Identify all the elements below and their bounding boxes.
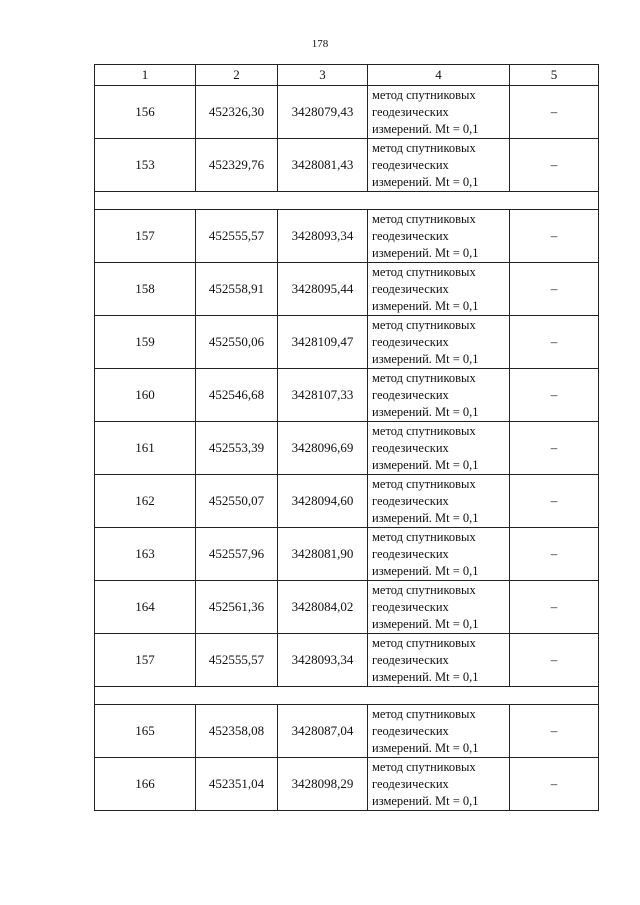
method-cell: метод спутниковых геодезических измерений. Mt = 0,1 — [368, 210, 510, 263]
note-cell: – — [510, 210, 599, 263]
note-cell: – — [510, 758, 599, 811]
x-coordinate-cell: 452557,96 — [196, 528, 278, 581]
note-cell: – — [510, 139, 599, 192]
header-cell-5: 5 — [510, 65, 599, 86]
y-coordinate-cell: 3428107,33 — [278, 369, 368, 422]
page-number: 178 — [311, 38, 329, 50]
table-header-row — [95, 65, 599, 86]
table-row — [95, 316, 599, 369]
x-coordinate-cell: 452546,68 — [196, 369, 278, 422]
table-row — [95, 528, 599, 581]
header-cell-4: 4 — [368, 65, 510, 86]
y-coordinate-cell: 3428081,90 — [278, 528, 368, 581]
x-coordinate-cell: 452555,57 — [196, 634, 278, 687]
header-cell-3: 3 — [278, 65, 368, 86]
table-row — [95, 369, 599, 422]
method-cell: метод спутниковых геодезических измерений. Mt = 0,1 — [368, 369, 510, 422]
y-coordinate-cell: 3428093,34 — [278, 634, 368, 687]
x-coordinate-cell: 452553,39 — [196, 422, 278, 475]
table-row — [95, 86, 599, 139]
x-coordinate-cell: 452550,07 — [196, 475, 278, 528]
method-cell: метод спутниковых геодезических измерений. Mt = 0,1 — [368, 475, 510, 528]
method-cell: метод спутниковых геодезических измерений. Mt = 0,1 — [368, 581, 510, 634]
point-id-cell: 158 — [95, 263, 196, 316]
table-row — [95, 139, 599, 192]
x-coordinate-cell: 452351,04 — [196, 758, 278, 811]
point-id-cell: 164 — [95, 581, 196, 634]
method-cell: метод спутниковых геодезических измерений. Mt = 0,1 — [368, 139, 510, 192]
method-cell: метод спутниковых геодезических измерений. Mt = 0,1 — [368, 634, 510, 687]
y-coordinate-cell: 3428109,47 — [278, 316, 368, 369]
method-cell: метод спутниковых геодезических измерений. Mt = 0,1 — [368, 422, 510, 475]
note-cell: – — [510, 263, 599, 316]
point-id-cell: 161 — [95, 422, 196, 475]
method-cell: метод спутниковых геодезических измерений. Mt = 0,1 — [368, 86, 510, 139]
note-cell: – — [510, 634, 599, 687]
section-separator-row — [95, 192, 599, 210]
point-id-cell: 166 — [95, 758, 196, 811]
y-coordinate-cell: 3428079,43 — [278, 86, 368, 139]
note-cell: – — [510, 316, 599, 369]
y-coordinate-cell: 3428094,60 — [278, 475, 368, 528]
method-cell: метод спутниковых геодезических измерений. Mt = 0,1 — [368, 705, 510, 758]
note-cell: – — [510, 581, 599, 634]
x-coordinate-cell: 452358,08 — [196, 705, 278, 758]
header-cell-2: 2 — [196, 65, 278, 86]
table-row — [95, 705, 599, 758]
point-id-cell: 159 — [95, 316, 196, 369]
x-coordinate-cell: 452550,06 — [196, 316, 278, 369]
y-coordinate-cell: 3428095,44 — [278, 263, 368, 316]
coordinates-table — [94, 64, 599, 811]
method-cell: метод спутниковых геодезических измерений. Mt = 0,1 — [368, 263, 510, 316]
y-coordinate-cell: 3428081,43 — [278, 139, 368, 192]
point-id-cell: 165 — [95, 705, 196, 758]
point-id-cell: 160 — [95, 369, 196, 422]
x-coordinate-cell: 452326,30 — [196, 86, 278, 139]
note-cell: – — [510, 422, 599, 475]
table-row — [95, 475, 599, 528]
table-body — [95, 65, 599, 811]
method-cell: метод спутниковых геодезических измерений. Mt = 0,1 — [368, 758, 510, 811]
table-row — [95, 634, 599, 687]
x-coordinate-cell: 452558,91 — [196, 263, 278, 316]
separator-cell — [95, 687, 599, 705]
method-cell: метод спутниковых геодезических измерений. Mt = 0,1 — [368, 316, 510, 369]
y-coordinate-cell: 3428098,29 — [278, 758, 368, 811]
x-coordinate-cell: 452555,57 — [196, 210, 278, 263]
header-cell-1: 1 — [95, 65, 196, 86]
table-row — [95, 263, 599, 316]
separator-cell — [95, 192, 599, 210]
note-cell: – — [510, 705, 599, 758]
point-id-cell: 163 — [95, 528, 196, 581]
note-cell: – — [510, 369, 599, 422]
table-row — [95, 210, 599, 263]
point-id-cell: 153 — [95, 139, 196, 192]
x-coordinate-cell: 452329,76 — [196, 139, 278, 192]
point-id-cell: 162 — [95, 475, 196, 528]
y-coordinate-cell: 3428096,69 — [278, 422, 368, 475]
note-cell: – — [510, 528, 599, 581]
y-coordinate-cell: 3428087,04 — [278, 705, 368, 758]
point-id-cell: 157 — [95, 634, 196, 687]
table-row — [95, 422, 599, 475]
section-separator-row — [95, 687, 599, 705]
point-id-cell: 157 — [95, 210, 196, 263]
x-coordinate-cell: 452561,36 — [196, 581, 278, 634]
y-coordinate-cell: 3428093,34 — [278, 210, 368, 263]
note-cell: – — [510, 475, 599, 528]
table-row — [95, 758, 599, 811]
y-coordinate-cell: 3428084,02 — [278, 581, 368, 634]
note-cell: – — [510, 86, 599, 139]
point-id-cell: 156 — [95, 86, 196, 139]
method-cell: метод спутниковых геодезических измерений. Mt = 0,1 — [368, 528, 510, 581]
table-row — [95, 581, 599, 634]
